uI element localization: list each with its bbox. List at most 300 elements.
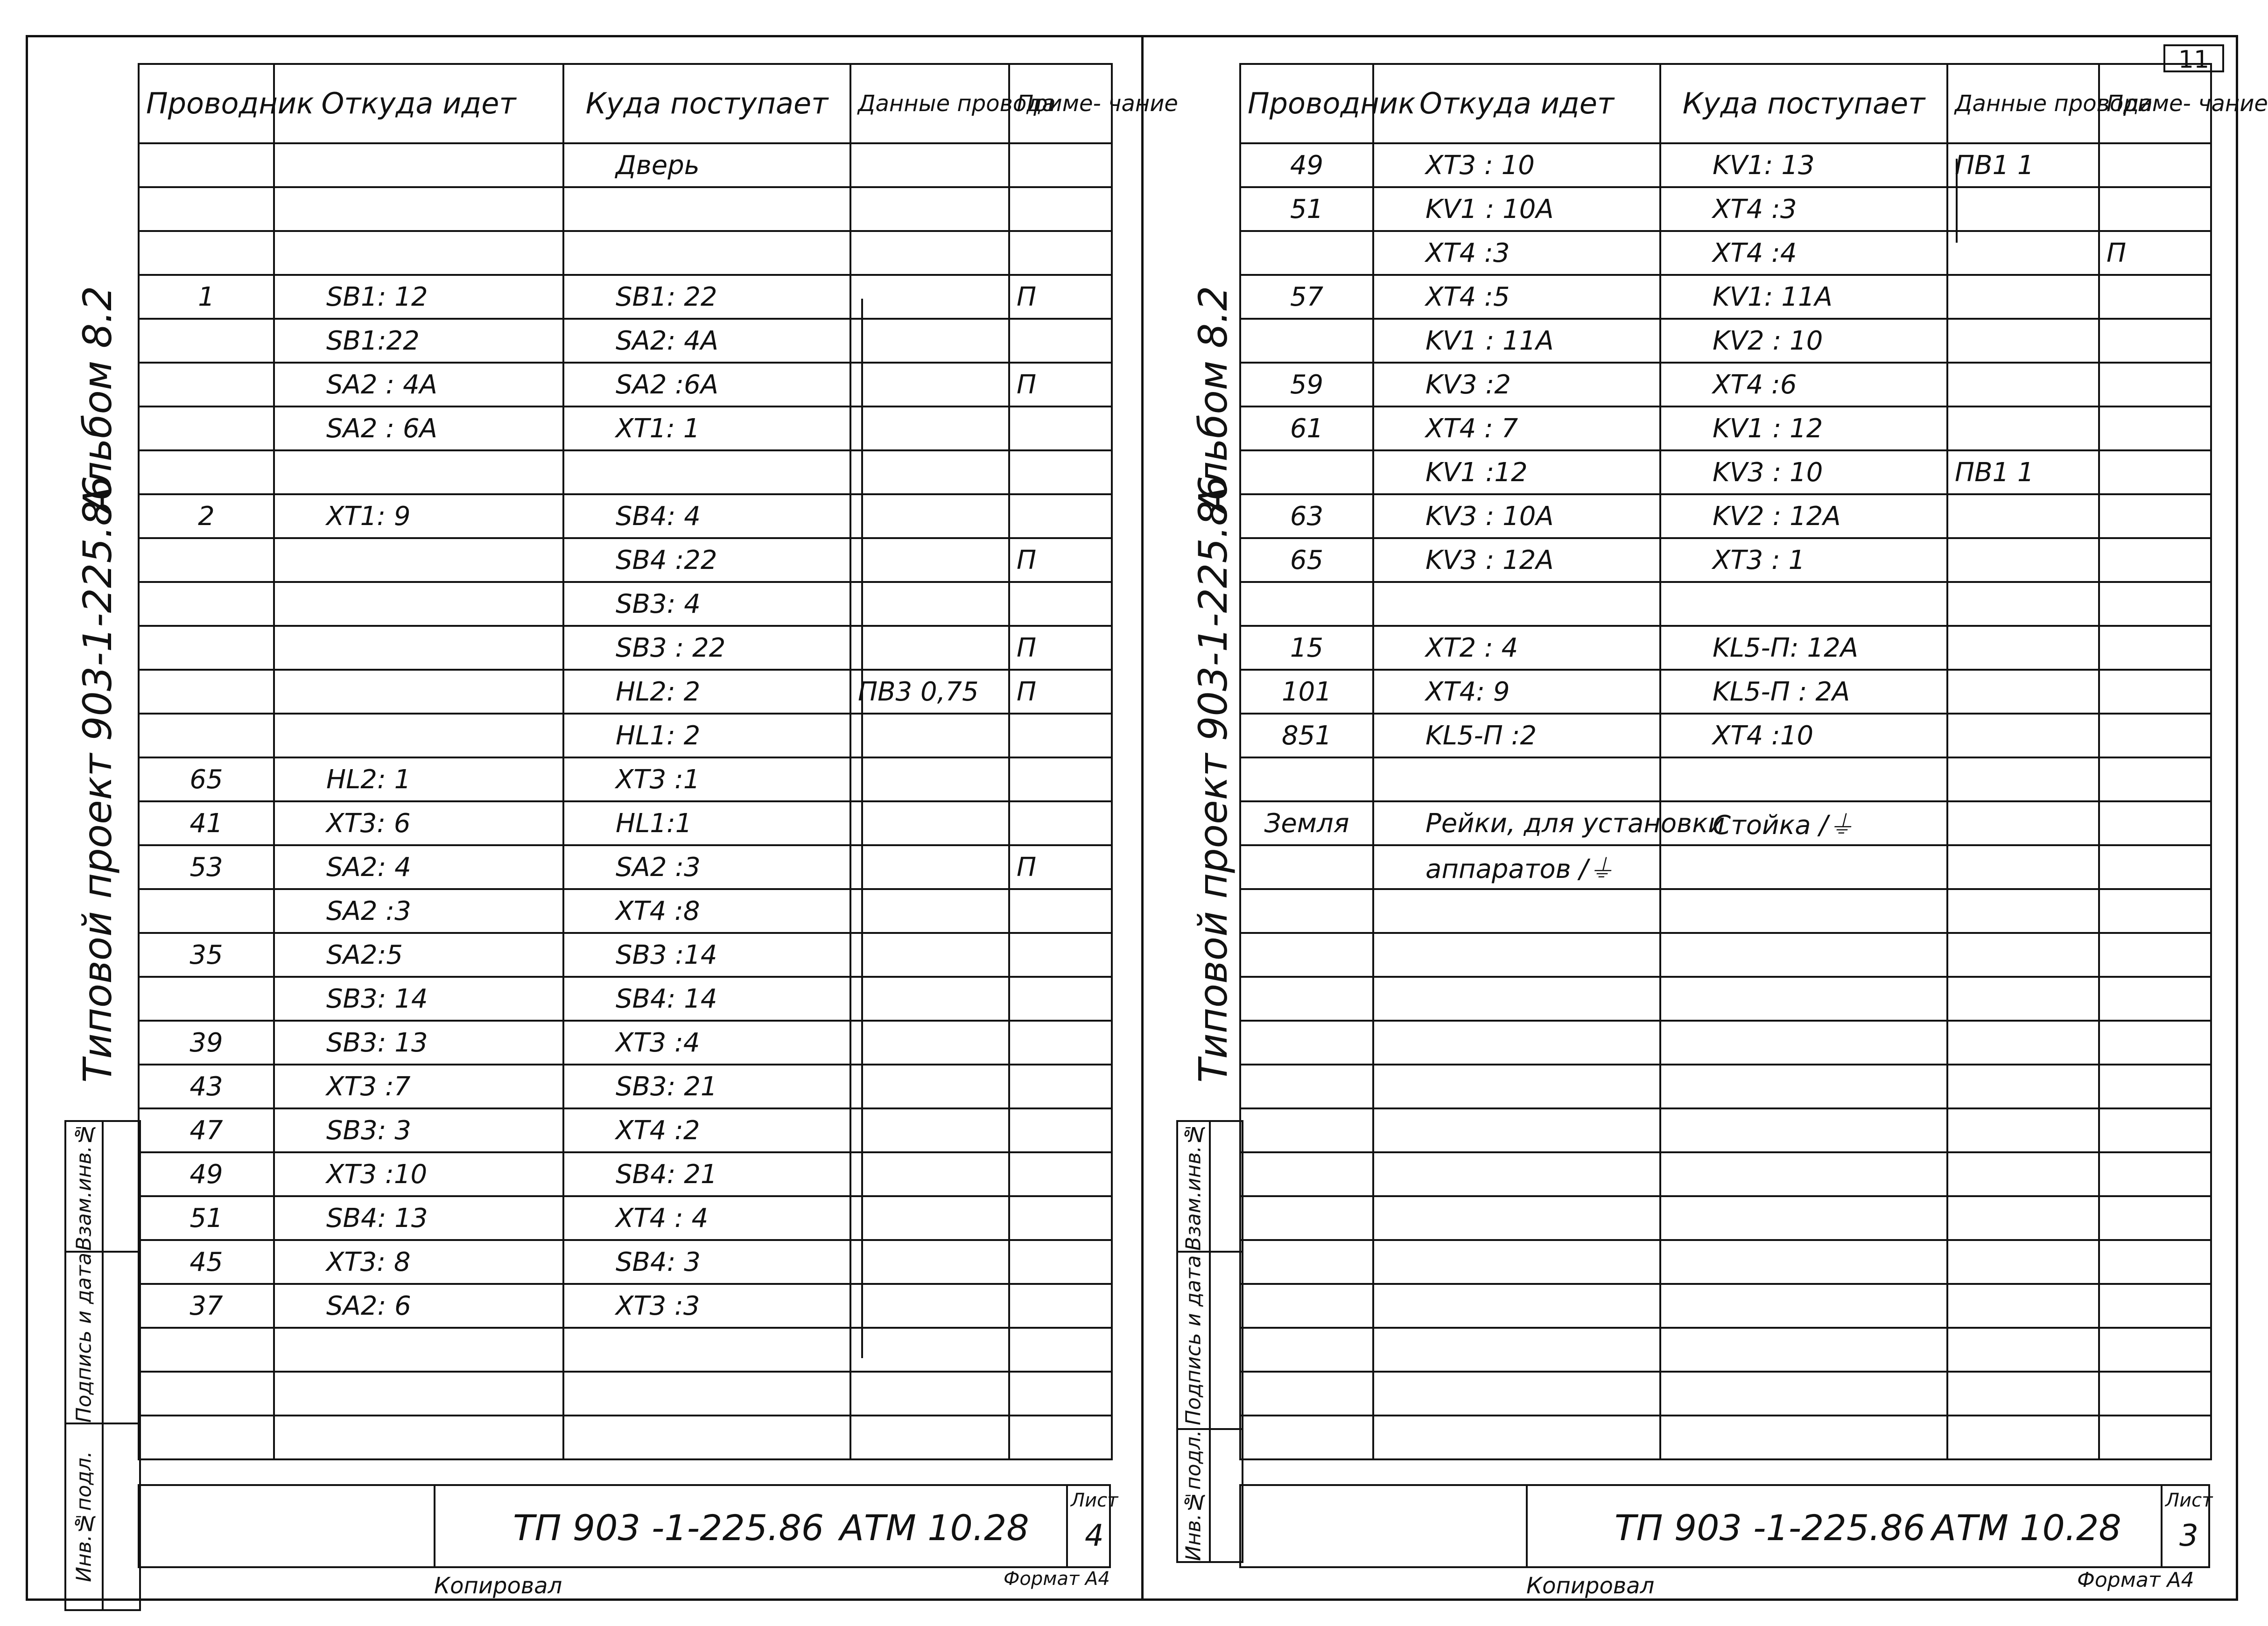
table-row	[1240, 1021, 2211, 1065]
table-row	[139, 1240, 1112, 1284]
cell-to	[1660, 889, 1947, 933]
table-row	[1240, 1328, 2211, 1372]
left-stamp-code: ТП 903 -1-225.86	[513, 1507, 824, 1549]
cell-note	[1009, 319, 1112, 363]
cell-to	[1660, 1108, 1947, 1152]
cell-wire	[1240, 1240, 1373, 1284]
cell-note	[1009, 801, 1112, 845]
cell-to: KV2 : 12A	[1660, 494, 1947, 538]
table-row	[139, 1065, 1112, 1108]
cell-to	[563, 187, 850, 231]
cell-to: SB3: 4	[563, 582, 850, 626]
cell-to: XT4 :10	[1660, 714, 1947, 757]
cell-from	[274, 1416, 563, 1459]
cell-from: SB1: 12	[274, 275, 563, 319]
right-brace-1	[1956, 159, 1958, 243]
cell-data	[850, 494, 1009, 538]
cell-data: ПВ1 1	[1947, 450, 2099, 494]
cell-to	[563, 1416, 850, 1459]
cell-to: SA2: 4A	[563, 319, 850, 363]
cell-note	[1009, 1328, 1112, 1372]
cell-note	[2099, 670, 2211, 714]
cell-wire	[1240, 977, 1373, 1021]
cell-wire	[139, 714, 274, 757]
cell-note	[2099, 845, 2211, 889]
cell-wire	[1240, 933, 1373, 977]
cell-wire: 39	[139, 1021, 274, 1065]
cell-to: SB3 : 22	[563, 626, 850, 670]
cell-wire: 49	[1240, 143, 1373, 187]
col-header-to: Куда поступает	[563, 64, 850, 143]
table-row	[1240, 933, 2211, 977]
cell-from: KV1 : 10A	[1373, 187, 1660, 231]
cell-to	[1660, 1196, 1947, 1240]
cell-note	[2099, 1152, 2211, 1196]
right-project-label: Типовой проект 903-1-225.86	[1190, 476, 1236, 1083]
cell-from: SB1:22	[274, 319, 563, 363]
cell-from	[274, 538, 563, 582]
cell-from	[274, 1328, 563, 1372]
cell-wire	[1240, 582, 1373, 626]
cell-wire: 2	[139, 494, 274, 538]
cell-data	[1947, 1065, 2099, 1108]
table-row	[139, 275, 1112, 319]
cell-to: XT4 :8	[563, 889, 850, 933]
cell-to: KL5-П: 12A	[1660, 626, 1947, 670]
cell-to: SB4 :22	[563, 538, 850, 582]
cell-from	[1373, 1328, 1660, 1372]
cell-data	[850, 889, 1009, 933]
cell-wire	[1240, 1065, 1373, 1108]
cell-from	[1373, 1284, 1660, 1328]
cell-from	[274, 143, 563, 187]
cell-note	[2099, 626, 2211, 670]
cell-note	[1009, 1372, 1112, 1416]
cell-to: SB4: 4	[563, 494, 850, 538]
cell-note	[1009, 1284, 1112, 1328]
cell-note	[1009, 1108, 1112, 1152]
right-sheet-number: 3	[2179, 1519, 2198, 1553]
cell-data	[1947, 1284, 2099, 1328]
table-row	[139, 1108, 1112, 1152]
cell-to	[1660, 977, 1947, 1021]
table-row	[1240, 1108, 2211, 1152]
cell-from: XT3 : 10	[1373, 143, 1660, 187]
cell-wire	[1240, 1108, 1373, 1152]
cell-wire: 65	[139, 757, 274, 801]
cell-from: XT2 : 4	[1373, 626, 1660, 670]
table-row	[139, 1328, 1112, 1372]
cell-from: KV3 :2	[1373, 363, 1660, 406]
table-row	[1240, 582, 2211, 626]
cell-data	[1947, 1108, 2099, 1152]
cell-to	[1660, 1372, 1947, 1416]
cell-note	[2099, 275, 2211, 319]
cell-to	[1660, 845, 1947, 889]
right-inv-podl-label: Инв.№подл.	[1177, 1429, 1210, 1562]
right-stamp-code: ТП 903 -1-225.86	[1615, 1507, 1926, 1549]
cell-from: KV1 : 11A	[1373, 319, 1660, 363]
cell-to: KV3 : 10	[1660, 450, 1947, 494]
cell-to: XT3 :4	[563, 1021, 850, 1065]
cell-from	[1373, 933, 1660, 977]
cell-to	[563, 1328, 850, 1372]
cell-note	[2099, 1065, 2211, 1108]
cell-from: XT3 :10	[274, 1152, 563, 1196]
cell-from: XT3: 8	[274, 1240, 563, 1284]
cell-to: HL1: 2	[563, 714, 850, 757]
cell-from	[274, 231, 563, 275]
table-row	[139, 977, 1112, 1021]
cell-note	[1009, 143, 1112, 187]
cell-to: HL1:1	[563, 801, 850, 845]
table-row	[1240, 275, 2211, 319]
cell-wire	[1240, 231, 1373, 275]
table-row	[1240, 231, 2211, 275]
left-binding-table	[64, 1120, 141, 1611]
cell-data	[850, 231, 1009, 275]
cell-note	[1009, 714, 1112, 757]
col-header-wire: Проводник	[1240, 64, 1373, 143]
cell-note	[1009, 1065, 1112, 1108]
table-row	[1240, 977, 2211, 1021]
right-title-block	[1239, 1484, 2213, 1568]
table-row	[139, 1416, 1112, 1459]
cell-wire	[1240, 757, 1373, 801]
cell-data	[850, 1108, 1009, 1152]
cell-from	[274, 1372, 563, 1416]
cell-to: KL5-П : 2A	[1660, 670, 1947, 714]
cell-data	[850, 450, 1009, 494]
table-row	[1240, 406, 2211, 450]
table-row	[139, 714, 1112, 757]
cell-data	[1947, 1328, 2099, 1372]
cell-to: XT4 :2	[563, 1108, 850, 1152]
cell-data	[850, 1284, 1009, 1328]
cell-to: Дверь	[563, 143, 850, 187]
table-row	[1240, 714, 2211, 757]
table-row	[139, 933, 1112, 977]
cell-from: KV3 : 10A	[1373, 494, 1660, 538]
cell-data	[850, 187, 1009, 231]
table-row	[139, 494, 1112, 538]
cell-note	[2099, 1284, 2211, 1328]
cell-note	[2099, 889, 2211, 933]
left-podpis-label: Подпись и дата	[65, 1252, 103, 1423]
cell-note: П	[1009, 538, 1112, 582]
cell-from: XT4 : 7	[1373, 406, 1660, 450]
cell-note	[1009, 933, 1112, 977]
cell-to	[1660, 1021, 1947, 1065]
cell-wire: 15	[1240, 626, 1373, 670]
cell-note: П	[1009, 845, 1112, 889]
cell-data: ПВ1 1	[1947, 143, 2099, 187]
table-row	[139, 1196, 1112, 1240]
cell-wire: 41	[139, 801, 274, 845]
cell-note: П	[1009, 670, 1112, 714]
cell-wire: 65	[1240, 538, 1373, 582]
left-wiring-table	[138, 63, 1178, 1460]
cell-data	[1947, 1196, 2099, 1240]
table-row	[139, 582, 1112, 626]
cell-data	[850, 1152, 1009, 1196]
cell-data	[1947, 670, 2099, 714]
col-header-note: Приме- чание	[2099, 64, 2211, 143]
cell-note	[2099, 1328, 2211, 1372]
cell-data	[850, 582, 1009, 626]
cell-note	[2099, 1416, 2211, 1459]
cell-data	[1947, 494, 2099, 538]
right-copied-label: Копировал	[1526, 1573, 1655, 1599]
cell-note	[2099, 363, 2211, 406]
cell-from	[1373, 757, 1660, 801]
cell-wire	[139, 626, 274, 670]
right-podpis-label: Подпись и дата	[1177, 1252, 1210, 1429]
table-row	[1240, 450, 2211, 494]
cell-wire	[139, 1372, 274, 1416]
cell-to: SA2 :6A	[563, 363, 850, 406]
table-row	[1240, 757, 2211, 801]
cell-wire	[139, 670, 274, 714]
cell-wire	[139, 187, 274, 231]
cell-data	[850, 1416, 1009, 1459]
cell-data	[850, 1065, 1009, 1108]
col-header-from: Откуда идет	[274, 64, 563, 143]
cell-from: SA2 :3	[274, 889, 563, 933]
cell-data	[1947, 319, 2099, 363]
cell-note	[2099, 319, 2211, 363]
cell-wire: 63	[1240, 494, 1373, 538]
cell-wire: 59	[1240, 363, 1373, 406]
right-album-label: Альбом 8.2	[1190, 286, 1236, 513]
right-brace-2	[1946, 299, 1948, 835]
table-row	[139, 626, 1112, 670]
cell-note	[2099, 1021, 2211, 1065]
cell-wire: 37	[139, 1284, 274, 1328]
cell-wire: 53	[139, 845, 274, 889]
col-header-to: Куда поступает	[1660, 64, 1947, 143]
cell-note	[2099, 187, 2211, 231]
cell-from	[274, 626, 563, 670]
cell-to: SB1: 22	[563, 275, 850, 319]
cell-to: KV2 : 10	[1660, 319, 1947, 363]
cell-note	[2099, 977, 2211, 1021]
table-row	[139, 1284, 1112, 1328]
cell-wire: 51	[1240, 187, 1373, 231]
cell-from: KV3 : 12A	[1373, 538, 1660, 582]
cell-from	[1373, 1065, 1660, 1108]
cell-wire	[1240, 450, 1373, 494]
cell-to: SB4: 14	[563, 977, 850, 1021]
cell-note	[2099, 1196, 2211, 1240]
cell-wire	[1240, 1021, 1373, 1065]
table-row	[1240, 801, 2211, 845]
cell-from	[274, 582, 563, 626]
cell-data	[850, 319, 1009, 363]
right-corner-number: 11	[2163, 44, 2224, 72]
cell-to: SB3: 21	[563, 1065, 850, 1108]
cell-to: KV1 : 12	[1660, 406, 1947, 450]
cell-to: XT1: 1	[563, 406, 850, 450]
cell-from: SB3: 14	[274, 977, 563, 1021]
cell-note	[2099, 406, 2211, 450]
cell-note	[2099, 494, 2211, 538]
cell-data	[1947, 538, 2099, 582]
cell-note	[2099, 582, 2211, 626]
cell-note	[1009, 187, 1112, 231]
cell-from	[1373, 1021, 1660, 1065]
right-wiring-table	[1239, 63, 2268, 1460]
cell-wire: 47	[139, 1108, 274, 1152]
cell-to	[1660, 1284, 1947, 1328]
cell-wire	[139, 319, 274, 363]
cell-wire	[139, 406, 274, 450]
cell-to: XT3 :3	[563, 1284, 850, 1328]
cell-to: XT4 :6	[1660, 363, 1947, 406]
cell-wire	[1240, 1416, 1373, 1459]
cell-from	[1373, 1196, 1660, 1240]
cell-wire: 57	[1240, 275, 1373, 319]
cell-to	[1660, 1152, 1947, 1196]
cell-note: П	[1009, 363, 1112, 406]
cell-from: аппаратов /⏚	[1373, 845, 1660, 889]
cell-note	[1009, 1021, 1112, 1065]
cell-note	[1009, 494, 1112, 538]
cell-to	[563, 450, 850, 494]
table-row	[139, 187, 1112, 231]
cell-to	[1660, 1328, 1947, 1372]
table-row	[1240, 1065, 2211, 1108]
cell-data	[1947, 1021, 2099, 1065]
left-sheet-label: Лист	[1071, 1490, 1118, 1511]
cell-from	[1373, 1240, 1660, 1284]
cell-from: SA2 : 6A	[274, 406, 563, 450]
cell-data	[850, 626, 1009, 670]
cell-note	[2099, 757, 2211, 801]
cell-note	[1009, 582, 1112, 626]
cell-note	[1009, 1196, 1112, 1240]
cell-to: SB4: 3	[563, 1240, 850, 1284]
right-inv-zam-label: Взам.инв.№	[1177, 1121, 1210, 1252]
cell-wire: 45	[139, 1240, 274, 1284]
table-row	[1240, 187, 2211, 231]
cell-data	[1947, 977, 2099, 1021]
cell-from: SA2: 6	[274, 1284, 563, 1328]
cell-data	[850, 801, 1009, 845]
cell-to	[1660, 1240, 1947, 1284]
cell-from: SA2: 4	[274, 845, 563, 889]
cell-note	[2099, 714, 2211, 757]
table-row	[139, 1021, 1112, 1065]
left-brace	[861, 299, 863, 1358]
cell-wire	[1240, 1372, 1373, 1416]
cell-note	[2099, 1240, 2211, 1284]
cell-to	[1660, 933, 1947, 977]
table-row	[1240, 670, 2211, 714]
cell-to: SA2 :3	[563, 845, 850, 889]
left-copied-label: Копировал	[434, 1573, 562, 1599]
cell-to: HL2: 2	[563, 670, 850, 714]
cell-data	[1947, 1152, 2099, 1196]
cell-wire: Земля	[1240, 801, 1373, 845]
cell-wire	[1240, 1152, 1373, 1196]
cell-data	[850, 275, 1009, 319]
cell-wire	[139, 450, 274, 494]
table-row	[139, 143, 1112, 187]
cell-from	[1373, 977, 1660, 1021]
cell-from: HL2: 1	[274, 757, 563, 801]
table-row	[139, 757, 1112, 801]
cell-from	[1373, 1416, 1660, 1459]
cell-wire	[139, 231, 274, 275]
cell-data	[1947, 582, 2099, 626]
cell-note	[2099, 933, 2211, 977]
table-row	[1240, 363, 2211, 406]
cell-wire	[1240, 1284, 1373, 1328]
cell-data	[1947, 845, 2099, 889]
cell-note	[1009, 757, 1112, 801]
table-row	[139, 319, 1112, 363]
cell-data	[1947, 933, 2099, 977]
cell-note	[2099, 143, 2211, 187]
cell-note	[2099, 1372, 2211, 1416]
cell-wire: 851	[1240, 714, 1373, 757]
col-header-data: Данные провода	[1947, 64, 2099, 143]
cell-from	[1373, 1372, 1660, 1416]
right-format-label: Формат А4	[2077, 1568, 2194, 1592]
table-row	[1240, 1196, 2211, 1240]
cell-data	[850, 1021, 1009, 1065]
table-row	[139, 845, 1112, 889]
table-row	[1240, 143, 2211, 187]
table-row	[1240, 889, 2211, 933]
cell-to	[1660, 757, 1947, 801]
cell-from	[274, 187, 563, 231]
table-row	[1240, 1152, 2211, 1196]
cell-note	[1009, 406, 1112, 450]
cell-wire	[139, 977, 274, 1021]
table-row	[139, 1152, 1112, 1196]
table-row	[139, 538, 1112, 582]
cell-data	[850, 1372, 1009, 1416]
table-row	[1240, 319, 2211, 363]
cell-data	[1947, 1372, 2099, 1416]
cell-data	[1947, 626, 2099, 670]
cell-data	[1947, 231, 2099, 275]
cell-to	[1660, 582, 1947, 626]
cell-to: SB3 :14	[563, 933, 850, 977]
cell-data	[850, 406, 1009, 450]
cell-wire: 1	[139, 275, 274, 319]
cell-from: SA2:5	[274, 933, 563, 977]
cell-note: П	[2099, 231, 2211, 275]
cell-data	[850, 757, 1009, 801]
cell-from	[1373, 582, 1660, 626]
right-sheet-label: Лист	[2165, 1490, 2213, 1511]
cell-to: SB4: 21	[563, 1152, 850, 1196]
cell-to: KV1: 13	[1660, 143, 1947, 187]
right-binding-table	[1176, 1120, 1243, 1563]
cell-to: XT3 : 1	[1660, 538, 1947, 582]
cell-wire	[1240, 1196, 1373, 1240]
left-album-label: Альбом 8.2	[75, 286, 120, 513]
cell-data	[850, 977, 1009, 1021]
left-inv-podl-label: Инв.№подл.	[65, 1423, 103, 1610]
cell-data	[850, 1196, 1009, 1240]
cell-wire: 49	[139, 1152, 274, 1196]
cell-note	[1009, 1240, 1112, 1284]
cell-to: Стойка /⏚	[1660, 801, 1947, 845]
